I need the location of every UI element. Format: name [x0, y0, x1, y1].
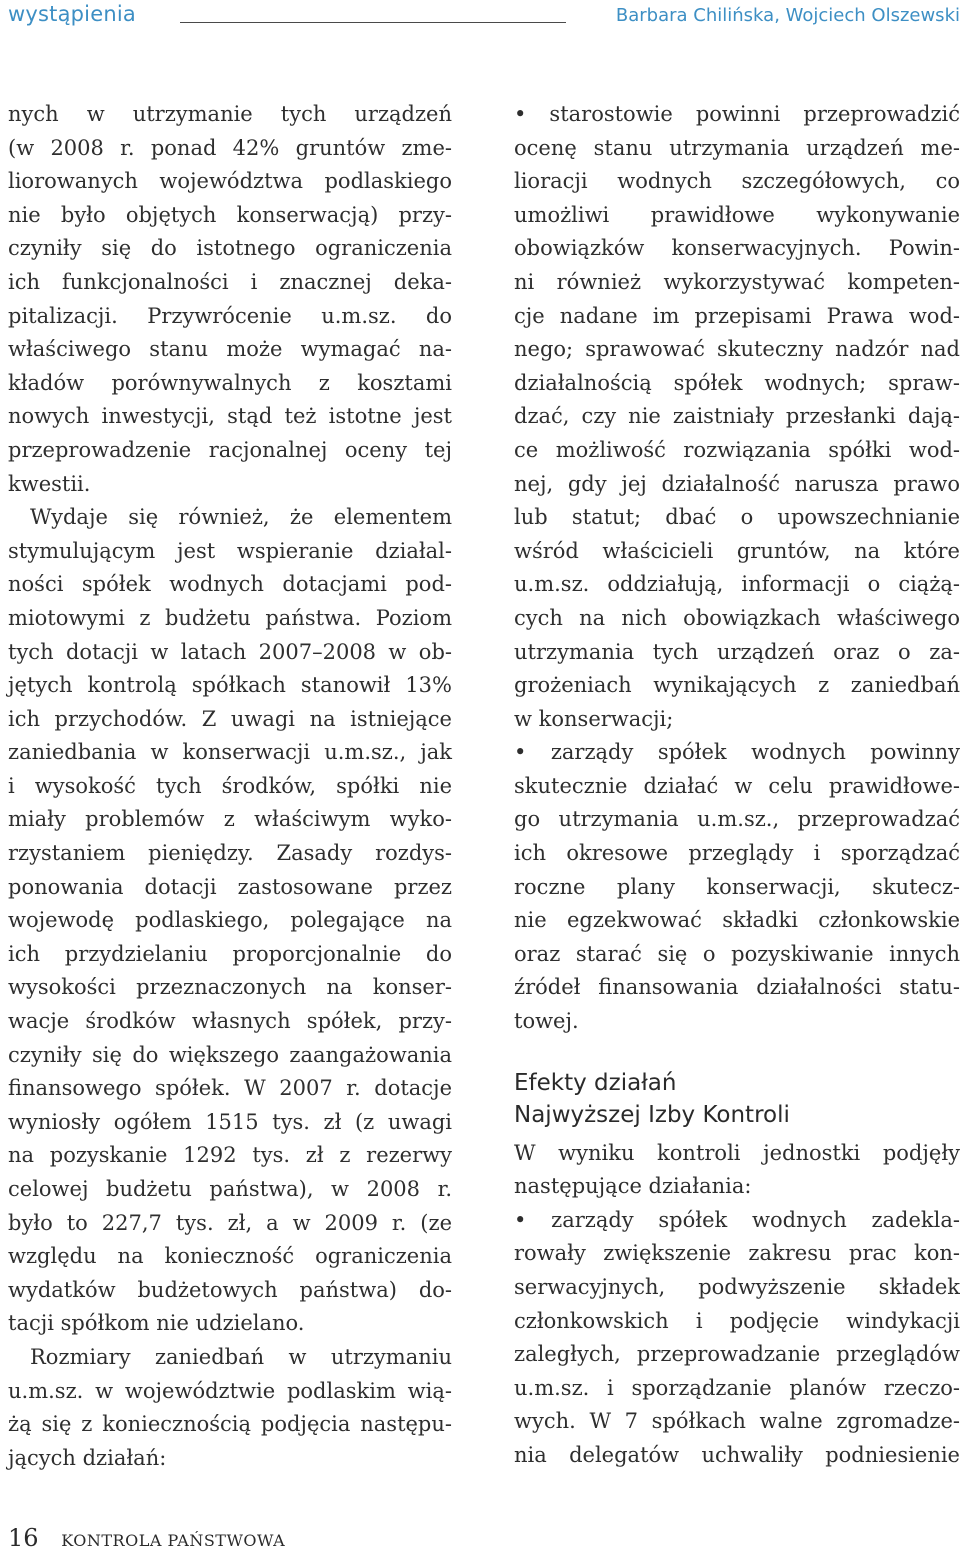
text-line: • zarządy spółek wodnych zadekla- — [514, 1207, 960, 1232]
text-line: ich przychodów. Z uwagi na istniejące — [8, 706, 452, 731]
text-line: źródeł finansowania działalności statu- — [514, 975, 960, 1000]
header-rule — [180, 22, 566, 23]
text-line: utrzymania tych urządzeń oraz o za- — [514, 639, 960, 664]
text-line: wysokości przeznaczonych na konser- — [8, 975, 452, 1000]
text-line: lioracji wodnych szczegółowych, co — [514, 169, 960, 194]
text-line: umożliwi prawidłowe wykonywanie — [514, 202, 960, 227]
text-line: względu na konieczność ograniczenia — [8, 1244, 452, 1269]
text-line: działalnością spółek wodnych; spraw- — [514, 370, 960, 395]
text-line: nej, gdy jej działalność narusza prawo — [514, 471, 960, 496]
page-number: 16 — [8, 1524, 39, 1552]
text-line: i wysokość tych środków, spółki nie — [8, 773, 452, 798]
bullet-list-recommendations — [514, 98, 960, 1039]
text-line: • zarządy spółek wodnych powinny — [514, 740, 960, 765]
text-line: rzystaniem pieniędzy. Zasady rozdys- — [8, 841, 452, 866]
text-line: żą się z koniecznością podjęcia następu- — [8, 1412, 452, 1437]
text-line: roczne plany konserwacji, skutecz- — [514, 874, 960, 899]
text-line: następujące działania: — [514, 1174, 752, 1199]
text-line: lub statut; dbać o upowszechnianie — [514, 505, 960, 530]
text-line: miotowymi z budżetu państwa. Poziom — [8, 605, 452, 630]
text-line: ich przydzielaniu proporcjonalnie do — [8, 941, 452, 966]
section-name: wystąpienia — [8, 2, 136, 26]
article-authors: Barbara Chilińska, Wojciech Olszewski — [615, 5, 960, 26]
text-line: u.m.sz. oddziałują, informacji o ciążą- — [514, 572, 960, 597]
text-line: jętych kontrolą spółkach stanowił 13% — [8, 673, 452, 698]
text-line: przeprowadzenie racjonalnej oceny tej — [8, 437, 452, 462]
text-line: dzać, czy nie zaistniały przesłanki dają- — [514, 404, 960, 429]
text-line: pitalizacji. Przywrócenie u.m.sz. do — [8, 303, 452, 328]
text-line: jących działań: — [8, 1445, 167, 1470]
text-line: nych w utrzymanie tych urządzeń — [8, 102, 452, 126]
text-line: serwacyjnych, podwyższenie składek — [514, 1275, 960, 1299]
running-header — [8, 0, 960, 34]
text-line: skutecznie działać w celu prawidłowe- — [514, 773, 960, 798]
text-line: czyniły się do większego zaangażowania — [8, 1042, 452, 1067]
text-line: nie egzekwować składki członkowskie — [514, 908, 960, 933]
text-line: kwestii. — [8, 471, 91, 496]
text-line: nowych inwestycji, stąd też istotne jest — [8, 404, 452, 429]
text-line: ce możliwość rozwiązania spółki wod- — [514, 437, 960, 462]
text-line: członkowskich i podjęcie windykacji — [514, 1308, 960, 1333]
text-line: zaległych, przeprowadzanie przeglądów — [514, 1342, 960, 1367]
text-line: celowej budżetu państwa), w 2008 r. — [8, 1177, 452, 1201]
page-footer — [8, 1524, 285, 1552]
text-line: nie było objętych konserwacją) przy- — [8, 202, 452, 227]
heading-line-1: Efekty działań — [514, 1069, 677, 1096]
text-line: cje nadane im przepisami Prawa wod- — [514, 303, 960, 328]
text-line: (w 2008 r. ponad 42% gruntów zme- — [8, 135, 452, 160]
text-line: wojewodę podlaskiego, polegające na — [8, 908, 452, 933]
text-line: właściwego stanu może wymagać na- — [8, 337, 452, 362]
text-line: miały problemów z właściwym wyko- — [8, 807, 452, 832]
text-line: towej. — [514, 1009, 579, 1034]
text-line: czyniły się do istotnego ograniczenia — [8, 236, 452, 261]
text-line: wacje środków własnych spółek, przy- — [8, 1009, 452, 1034]
text-line: tych dotacji w latach 2007–2008 w ob- — [8, 639, 452, 664]
text-line: tacji spółkom nie udzielano. — [8, 1311, 305, 1336]
text-line: ni również wykorzystywać kompeten- — [514, 269, 960, 294]
text-line: obowiązków konserwacyjnych. Powin- — [514, 236, 960, 261]
text-line: kładów porównywalnych z kosztami — [8, 370, 452, 395]
text-line: cych na nich obowiązkach właściwego — [514, 605, 960, 630]
text-line: ności spółek wodnych dotacjami pod- — [8, 572, 452, 597]
section-heading — [514, 1067, 960, 1131]
text-line: wych. W 7 spółkach walne zgromadze- — [514, 1409, 960, 1434]
text-line: go utrzymania u.m.sz., przeprowadzać — [514, 807, 960, 832]
left-column — [8, 98, 452, 1475]
text-line: W wyniku kontroli jednostki podjęły — [514, 1140, 960, 1165]
text-line: grożeniach wynikających z zaniedbań — [514, 673, 960, 698]
text-line: finansowego spółek. W 2007 r. dotacje — [8, 1076, 452, 1101]
text-line: było to 227,7 tys. zł, a w 2009 r. (ze — [8, 1210, 452, 1235]
text-line: nia delegatów uchwaliły podniesienie — [514, 1442, 960, 1467]
text-line: liorowanych województwa podlaskiego — [8, 169, 452, 194]
text-line: rowały zwiększenie zakresu prac kon- — [514, 1241, 960, 1266]
text-line: u.m.sz. w województwie podlaskim wią- — [8, 1378, 452, 1403]
right-column — [514, 98, 960, 1473]
text-line: ich funkcjonalności i znacznej deka- — [8, 269, 452, 294]
text-line: u.m.sz. i sporządzanie planów rzeczo- — [514, 1375, 960, 1400]
nik-effects-paragraph — [514, 1137, 960, 1473]
text-line: w konserwacji; — [514, 706, 674, 731]
text-line: wśród właścicieli gruntów, na które — [514, 538, 960, 563]
heading-line-2: Najwyższej Izby Kontroli — [514, 1101, 790, 1128]
text-line: ponowania dotacji zastosowane przez — [8, 874, 452, 899]
text-line: oraz starać się o pozyskiwanie innych — [514, 941, 960, 966]
text-line: wyniosły ogółem 1515 tys. zł (z uwagi — [8, 1109, 452, 1134]
text-line: ich okresowe przeglądy i sporządzać — [514, 841, 960, 866]
text-line: zaniedbania w konserwacji u.m.sz., jak — [8, 740, 452, 765]
magazine-name: KONTROLA PAŃSTWOWA — [61, 1531, 286, 1550]
text-line: Wydaje się również, że elementem — [30, 505, 452, 530]
text-line: Rozmiary zaniedbań w utrzymaniu — [30, 1344, 452, 1369]
text-line: nego; sprawować skuteczny nadzór nad — [514, 337, 960, 362]
text-line: wydatków budżetowych państwa) do- — [8, 1277, 452, 1302]
text-line: na pozyskanie 1292 tys. zł z rezerwy — [8, 1143, 452, 1168]
text-line: stymulującym jest wspieranie działal- — [8, 538, 452, 563]
text-line: ocenę stanu utrzymania urządzeń me- — [514, 135, 960, 160]
text-line: • starostowie powinni przeprowadzić — [514, 102, 960, 126]
